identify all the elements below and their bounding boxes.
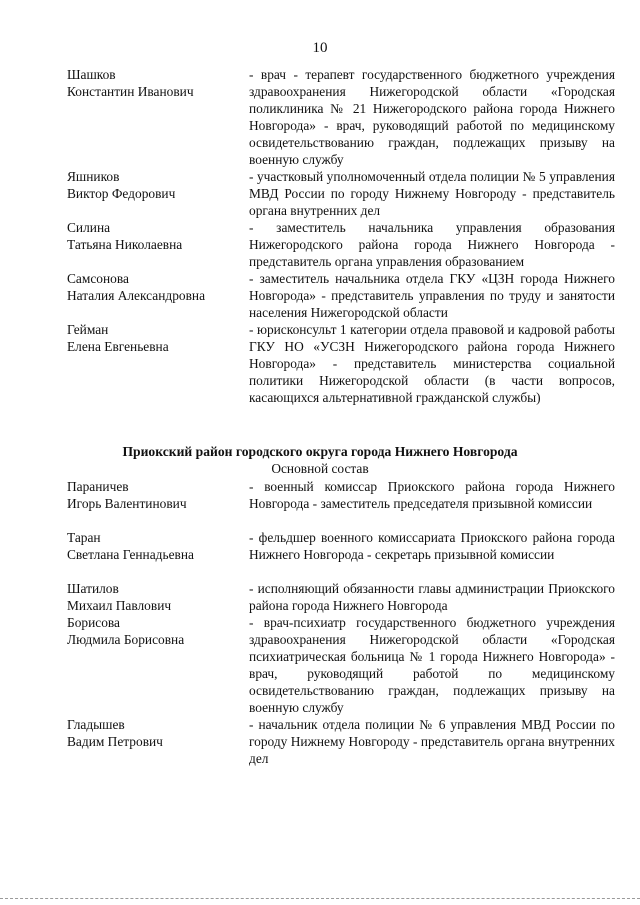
member-role: - заместитель начальника управления образования Нижегородского района города Нижнего Новгорода - представитель органа управления образованием: [249, 220, 615, 269]
member-name: Гладышев Вадим Петрович: [67, 717, 163, 749]
composition-subheading: Основной состав: [271, 461, 369, 476]
member-role: - исполняющий обязанности главы администрации Приокского района города Нижнего Новгорода: [249, 581, 615, 613]
member-name: Яшников Виктор Федорович: [67, 169, 176, 201]
member-role: - начальник отдела полиции № 6 управления МВД России по городу Нижнему Новгороду - представитель органа внутренних дел: [249, 717, 615, 766]
member-role: - заместитель начальника отдела ГКУ «ЦЗН города Нижнего Новгорода» - представитель управления по труду и занятости населения Нижегородской области: [249, 271, 615, 320]
page-number: 10: [312, 40, 328, 56]
member-name: Шашков Константин Иванович: [67, 67, 194, 99]
member-name: Шатилов Михаил Павлович: [67, 581, 172, 613]
district-heading: Приокский район городского округа города Нижнего Новгорода: [122, 444, 518, 459]
member-role: - фельдшер военного комиссариата Приокского района города Нижнего Новгорода - секретарь призывной комиссии: [249, 530, 615, 562]
member-name: Борисова Людмила Борисовна: [67, 615, 185, 647]
member-role: - военный комиссар Приокского района города Нижнего Новгорода - заместитель председателя призывной комиссии: [249, 479, 615, 511]
member-role: - участковый уполномоченный отдела полиции № 5 управления МВД России по городу Нижнему Новгороду - представитель органа внутренних дел: [249, 169, 615, 218]
member-role: - врач - терапевт государственного бюджетного учреждения здравоохранения Нижегородской области «Городская поликлиника № 21 Нижегородского района города Нижнего Новгорода» - врач, руководящий работой по медицинскому освидетельствованию граждан, подлежащих призыву на военную службу: [249, 67, 615, 167]
member-name: Силина Татьяна Николаевна: [67, 220, 183, 252]
member-name: Таран Светлана Геннадьевна: [67, 530, 194, 562]
member-role: - юрисконсульт 1 категории отдела правовой и кадровой работы ГКУ НО «УСЗН Нижегородского района города Нижнего Новгорода» - представитель министерства социальной политики Нижегородской области (в части вопросов, касающихся альтернативной гражданской службы): [249, 322, 615, 405]
page-bottom-rule: [0, 898, 640, 899]
member-name: Гейман Елена Евгеньевна: [67, 322, 169, 354]
member-name: Самсонова Наталия Александровна: [67, 271, 206, 303]
member-role: - врач-психиатр государственного бюджетного учреждения здравоохранения Нижегородской области «Городская психиатрическая больница № 1 города Нижнего Новгорода» - врач, руководящий работой по медицинскому освидетельствованию граждан, подлежащих призыву на военную службу: [249, 615, 615, 715]
member-name: Параничев Игорь Валентинович: [67, 479, 187, 511]
